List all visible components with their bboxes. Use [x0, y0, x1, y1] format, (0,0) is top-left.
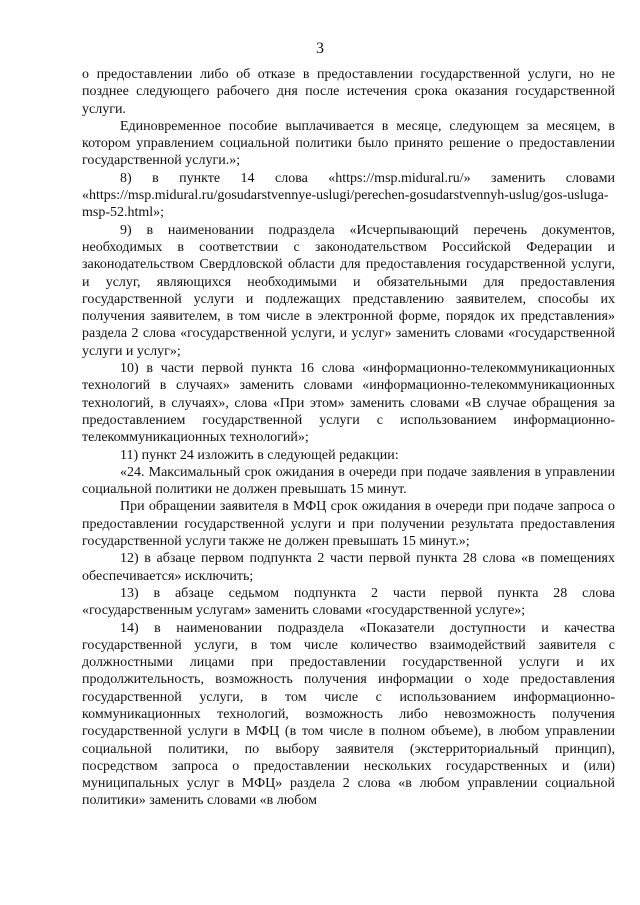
paragraph: 8) в пункте 14 слова «https://msp.midural.ru/» заменить словами «https://msp.midural.ru/gosudarstvennye-uslugi/perechen-gosudarstvennyh-uslug/gos-usluga-msp-52.html»; — [82, 170, 615, 221]
paragraph: 10) в части первой пункта 16 слова «информационно-телекоммуникационных технологий в случаях» заменить словами «информационно-телекоммуникационных технологий, в случаях», слова «При этом» заменить словами «В случае обращения за предоставлением государственной услуги с использованием информационно-телекоммуникационных технологий»; — [82, 361, 615, 446]
paragraph: 9) в наименовании подраздела «Исчерпывающий перечень документов, необходимых в соответствии с законодательством Российской Федерации и законодательством Свердловской области для предоставления государственной услуги, и услуг, являющихся необходимыми и обязательными для предоставления государственной услуги и подлежащих представлению заявителем, способы их получения заявителем, в том числе в электронной форме, порядок их представления» раздела 2 слова «государственной услуги, и услуг» заменить словами «государственной услуги и услуг»; — [82, 222, 615, 359]
document-body — [82, 66, 615, 810]
paragraph: При обращении заявителя в МФЦ срок ожидания в очереди при подаче запроса о предоставлении государственной услуги и при получении результата предоставления государственной услуги также не должен превышать 15 минут.»; — [82, 499, 615, 550]
paragraph: 12) в абзаце первом подпункта 2 части первой пункта 28 слова «в помещениях обеспечивается» исключить; — [82, 551, 615, 584]
paragraph: Единовременное пособие выплачивается в месяце, следующем за месяцем, в котором управлением социальной политики было принято решение о предоставлении государственной услуги.»; — [82, 118, 615, 169]
page-number: 3 — [316, 40, 324, 57]
paragraph: «24. Максимальный срок ожидания в очереди при подаче заявления в управлении социальной политики не должен превышать 15 минут. — [82, 464, 615, 498]
paragraph: 14) в наименовании подраздела «Показатели доступности и качества государственной услуги, в том числе количество взаимодействий заявителя с должностными лицами при предоставлении государственной услуги и их продолжительность, возможность получения информации о ходе предоставления государственной услуги, в том числе с использованием информационно-коммуникационных технологий, возможность либо невозможность получения государственной услуги в МФЦ (в том числе в полном объеме), в любом управлении социальной политики, по выбору заявителя (экстерриториальный принцип), посредством запроса о предоставлении нескольких государственных и (или) муниципальных услуг в МФЦ» раздела 2 слова «в любом управлении социальной политики» заменить словами «в любом — [82, 620, 615, 809]
paragraph: 13) в абзаце седьмом подпункта 2 части первой пункта 28 слова «государственным услугам» заменить словами «государственной услуге»; — [82, 585, 615, 619]
paragraph: о предоставлении либо об отказе в предоставлении государственной услуги, но не позднее следующего рабочего дня после истечения срока оказания государственной услуги. — [82, 67, 615, 117]
paragraph: 11) пункт 24 изложить в следующей редакции: — [120, 447, 399, 463]
